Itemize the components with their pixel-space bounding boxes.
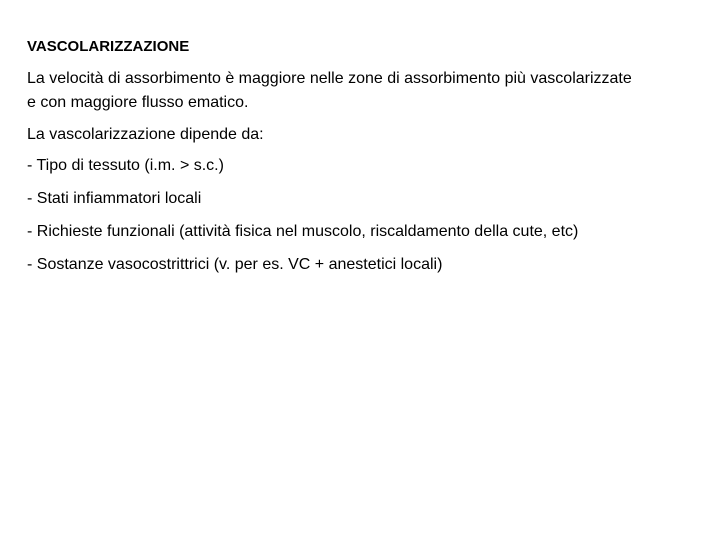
slide-title: VASCOLARIZZAZIONE xyxy=(27,38,190,55)
list-item-vasoconstrictors: - Sostanze vasocostrittrici (v. per es. VC + anestetici locali) xyxy=(27,256,443,273)
list-item-inflammation: - Stati infiammatori locali xyxy=(27,190,202,207)
intro-line-2: e con maggiore flusso ematico. xyxy=(27,94,249,111)
list-item-functional-demands: - Richieste funzionali (attività fisica nel muscolo, riscaldamento della cute, etc) xyxy=(27,223,579,240)
intro-line-1: La velocità di assorbimento è maggiore nelle zone di assorbimento più vascolarizzate xyxy=(27,70,632,87)
depends-label: La vascolarizzazione dipende da: xyxy=(27,126,264,143)
list-item-tissue-type: - Tipo di tessuto (i.m. > s.c.) xyxy=(27,157,224,174)
